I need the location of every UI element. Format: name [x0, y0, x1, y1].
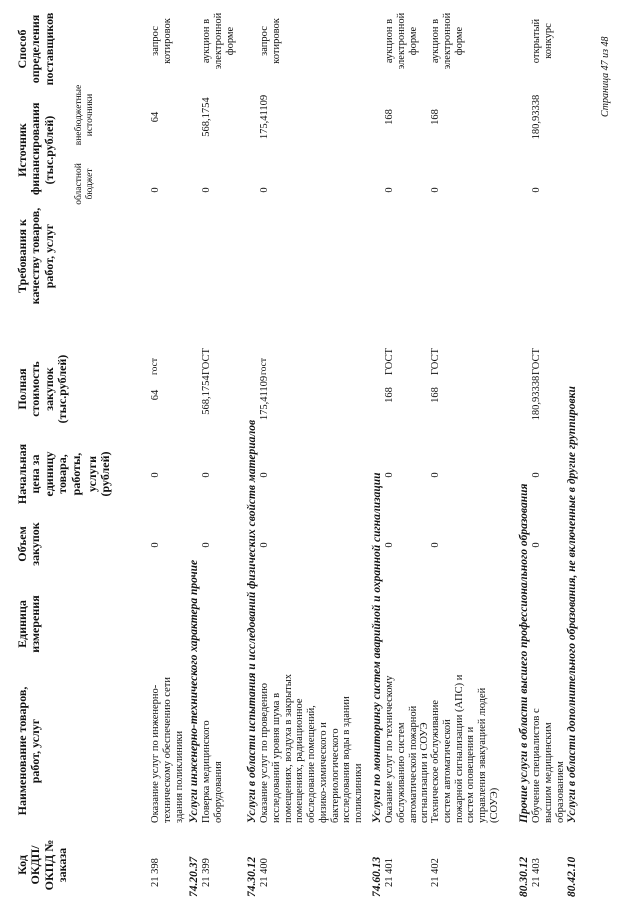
group-title: Услуги в области дополнительного образования, не включенные в другие группировки	[566, 386, 578, 823]
header-start-price-sub: услуги (рублей)	[85, 451, 113, 497]
header-name: Наименование товаров, работ, услуг	[15, 686, 43, 816]
header-method: Способ определения поставщиков	[15, 12, 56, 86]
row-price: 0	[430, 472, 441, 478]
row-price: 0	[384, 472, 395, 478]
row-cost: 64	[150, 389, 161, 401]
row-name: Обучение специалистов с высшим медицинским образованием	[531, 708, 566, 823]
group-code: 80.42.10	[566, 856, 578, 897]
header-source-regional: областной бюджет	[74, 163, 95, 205]
row-regional: 0	[430, 187, 441, 193]
header-start-price: Начальная цена за единицу товара, работы,	[15, 443, 83, 505]
page-number: Страница 47 из 48	[600, 36, 611, 117]
row-method: аукцион в электронной форме	[201, 12, 236, 70]
row-offbudget: 168	[430, 109, 441, 125]
group-code: 74.20.37	[188, 856, 200, 897]
group-code: 80.30.12	[518, 856, 530, 897]
row-offbudget: 568,1754	[201, 97, 212, 137]
row-price: 0	[150, 472, 161, 478]
group-title: Прочие услуги в области высшего профессионального образования	[518, 483, 530, 823]
row-method: аукцион в электронной форме	[430, 12, 465, 70]
header-source: Источник финансирования (тыс.рублей)	[15, 102, 56, 195]
row-volume: 0	[430, 542, 441, 548]
row-price: 0	[201, 472, 212, 478]
row-cost: 168	[430, 387, 441, 403]
row-number: 21 400	[259, 858, 270, 887]
row-requirement: гост	[150, 357, 160, 375]
row-name: Техническое обслуживание систем автоматической пожарной сигнализации (АПС) и систем оповещения и управления эвакуацией людей (СОУЭ)	[430, 674, 500, 823]
row-regional: 0	[201, 187, 212, 193]
row-requirement: ГОСТ	[384, 348, 395, 375]
header-full-cost: Полная стоимость закупок (тыс.рублей)	[15, 354, 70, 424]
group-code: 74.60.13	[371, 856, 383, 897]
row-cost: 175,41109	[259, 375, 270, 421]
row-name: Оказание услуг по техническому обслуживанию систем автоматической пожарной сигнализации и СОУЭ	[384, 675, 431, 823]
row-price: 0	[259, 472, 270, 478]
group-title: Услуги по мониторингу систем аварийной и охранной сигнализации	[371, 472, 383, 823]
group-code: 74.30.12	[246, 856, 258, 897]
group-title: Услуги инженерно-технического характера прочие	[188, 559, 200, 823]
row-number: 21 401	[384, 858, 395, 887]
row-regional: 0	[259, 187, 270, 193]
header-unit: Единица измерения	[15, 595, 43, 653]
row-name: Поверка медицинского оборудования	[201, 720, 224, 823]
header-code: Код ОКДП/ ОКПД № заказа	[15, 839, 70, 891]
row-volume: 0	[259, 542, 270, 548]
row-requirement: ГОСТ	[201, 348, 212, 375]
row-method: запрос котировок	[150, 18, 173, 64]
header-volume: Объем закупок	[15, 522, 43, 566]
row-number: 21 399	[201, 858, 212, 887]
header-requirements: Требования к качеству товаров, работ, услуг	[15, 207, 56, 305]
row-offbudget: 168	[384, 109, 395, 125]
row-number: 21 402	[430, 858, 441, 887]
row-volume: 0	[531, 542, 542, 548]
row-regional: 0	[531, 187, 542, 193]
row-regional: 0	[150, 187, 161, 193]
row-cost: 180,93338	[531, 375, 542, 421]
row-volume: 0	[201, 542, 212, 548]
row-name: Оказание услуг по инженерно-техническому обеспечению сети здания поликлиники	[150, 677, 185, 823]
row-requirement: ГОСТ	[531, 348, 542, 375]
group-title: Услуги в области испытания и исследований физических свойств материалов	[246, 419, 258, 823]
row-volume: 0	[384, 542, 395, 548]
header-source-offbudget: внебюджетные источники	[74, 84, 95, 146]
row-name: Оказание услуг по проведению исследований уровня шума в помещениях, воздуха в закрытых помещениях, радиационное обследование помещений, физико-химического и бактериологического исследования воды в здании поликлиники	[259, 673, 364, 823]
row-price: 0	[531, 472, 542, 478]
row-method: открытый конкурс	[531, 18, 554, 64]
row-volume: 0	[150, 542, 161, 548]
row-offbudget: 64	[150, 111, 161, 123]
row-offbudget: 175,41109	[259, 94, 270, 140]
row-requirement: гост	[259, 357, 269, 375]
row-cost: 168	[384, 387, 395, 403]
row-number: 21 403	[531, 858, 542, 887]
row-method: запрос котировок	[259, 18, 282, 64]
row-cost: 568,1754	[201, 375, 212, 415]
row-number: 21 398	[150, 858, 161, 887]
row-offbudget: 180,93338	[531, 94, 542, 140]
row-requirement: ГОСТ	[430, 348, 441, 375]
row-method: аукцион в электронной форме	[384, 12, 419, 70]
row-regional: 0	[384, 187, 395, 193]
